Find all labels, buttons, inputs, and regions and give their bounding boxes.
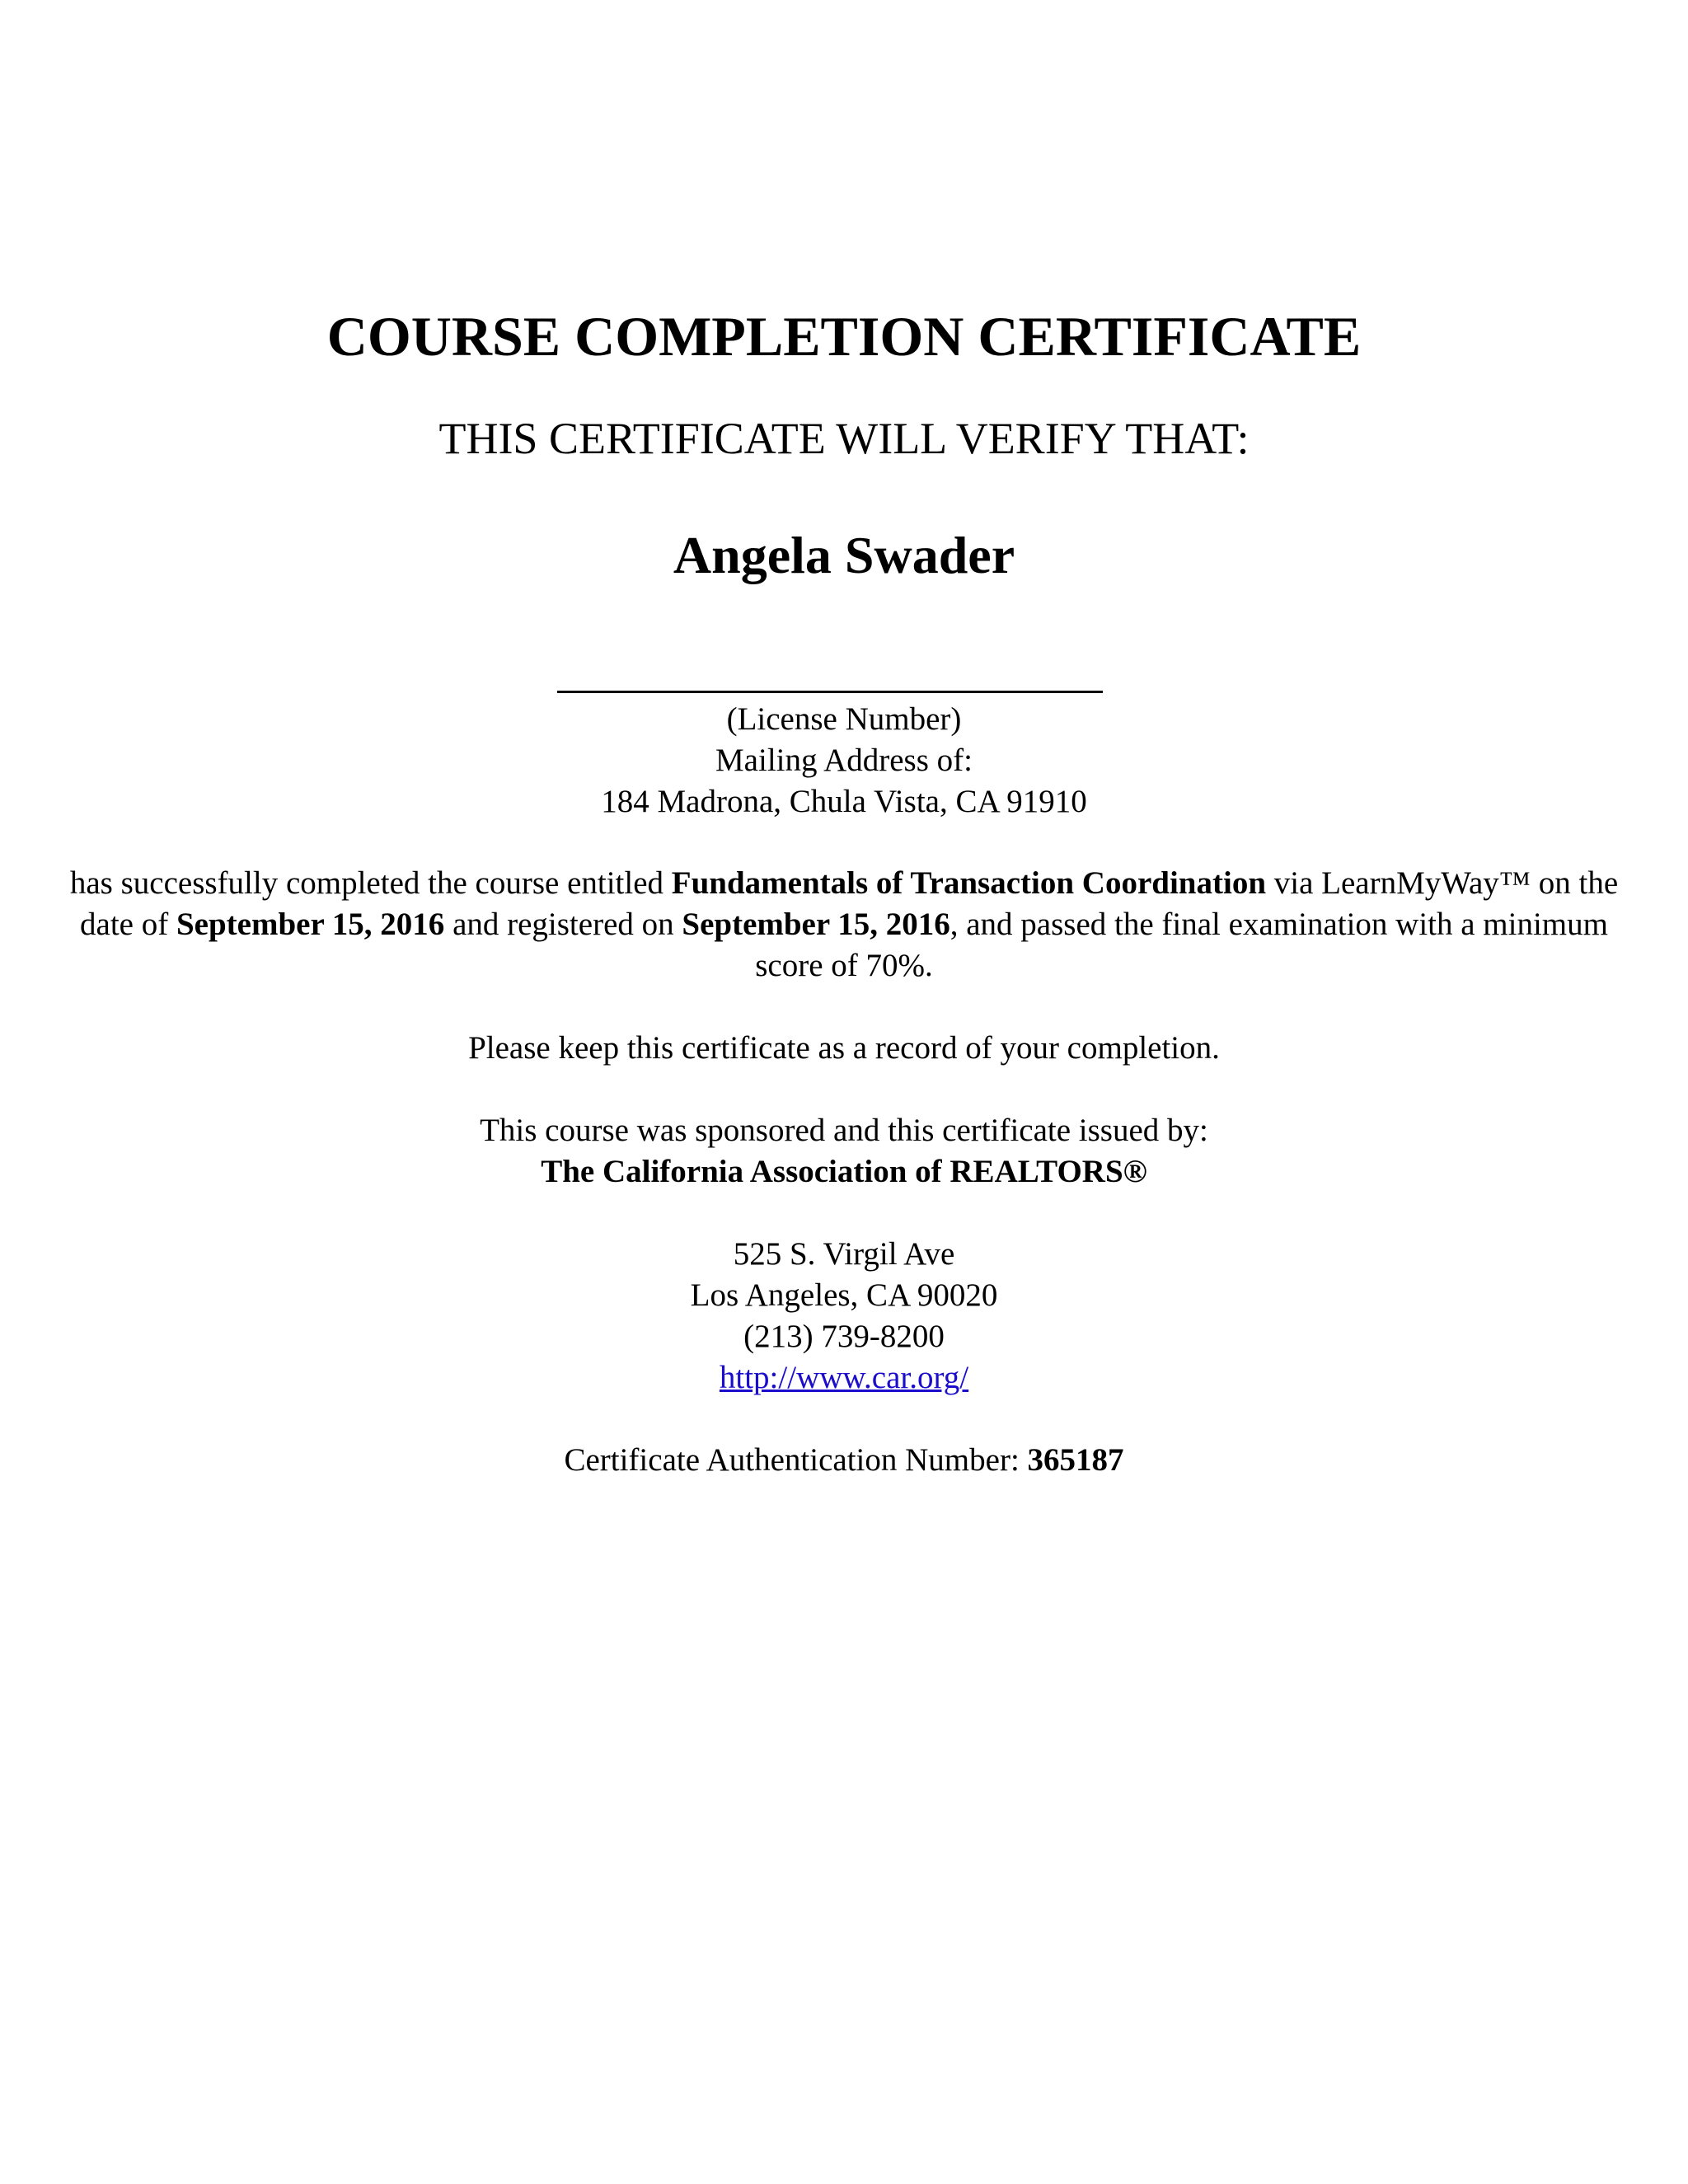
sponsor-city: Los Angeles, CA 90020: [690, 1277, 998, 1313]
sponsor-street: 525 S. Virgil Ave: [733, 1236, 955, 1272]
sponsor-intro: This course was sponsored and this certificate issued by:: [480, 1113, 1208, 1148]
completion-text-4: , and passed the final examination with a minimum score of 70%.: [755, 907, 1608, 983]
keep-record-note: Please keep this certificate as a record of your completion.: [468, 1030, 1220, 1066]
license-and-mailing-block: [0, 699, 1688, 823]
license-number-line: [557, 691, 1103, 693]
completion-statement: [58, 863, 1630, 987]
sponsor-address-block: [0, 1234, 1688, 1399]
mailing-address: 184 Madrona, Chula Vista, CA 91910: [601, 784, 1087, 819]
license-number-label: (License Number): [726, 701, 962, 737]
authentication-number: 365187: [1027, 1442, 1124, 1478]
sponsor-website-link[interactable]: http://www.car.org/: [719, 1360, 969, 1395]
recipient-name: Angela Swader: [673, 526, 1015, 584]
sponsor-block: [0, 1110, 1688, 1193]
authentication-label: Certificate Authentication Number:: [564, 1442, 1028, 1478]
mailing-address-label: Mailing Address of:: [715, 743, 973, 778]
authentication-line: [0, 1440, 1688, 1481]
certificate-title: COURSE COMPLETION CERTIFICATE: [326, 305, 1362, 368]
verify-statement: THIS CERTIFICATE WILL VERIFY THAT:: [438, 414, 1250, 463]
sponsor-name: The California Association of REALTORS®: [541, 1154, 1147, 1189]
completion-text-2: via LearnMyWay™ on the date of: [80, 865, 1619, 942]
completion-text-1: has successfully completed the course entitled: [69, 865, 672, 901]
sponsor-phone: (213) 739-8200: [743, 1319, 945, 1354]
registration-date: September 15, 2016: [682, 907, 950, 942]
course-name: Fundamentals of Transaction Coordination: [671, 865, 1267, 901]
completion-date: September 15, 2016: [176, 907, 445, 942]
completion-text-3: and registered on: [444, 907, 682, 942]
